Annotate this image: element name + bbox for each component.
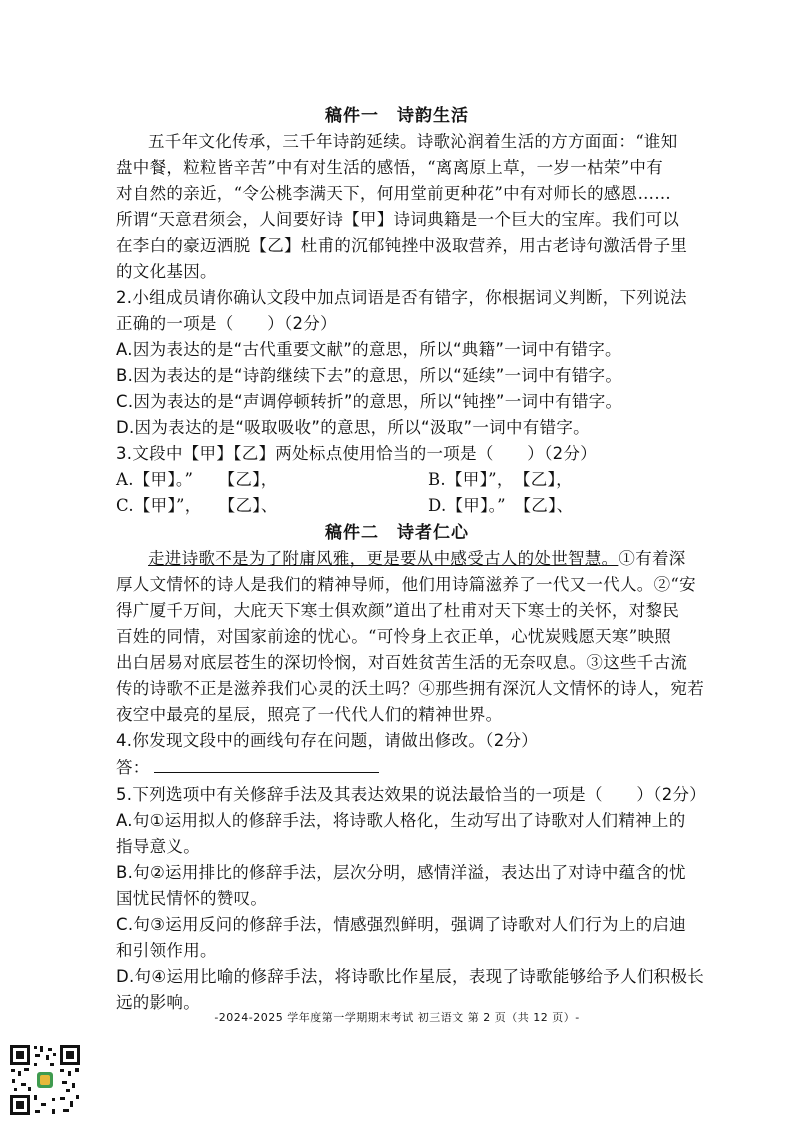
passage-line: 传的诗歌不正是滋养我们心灵的沃土吗？④那些拥有深沉人文情怀的诗人，宛若 bbox=[116, 679, 704, 698]
q5-option-b: B.句②运用排比的修辞手法，层次分明，感情洋溢，表达出了对诗中蕴含的忧 bbox=[116, 863, 686, 882]
q2-option-b: B.因为表达的是“诗韵继续下去”的意思，所以“延续”一词中有错字。 bbox=[116, 366, 623, 385]
passage-line bbox=[148, 546, 718, 572]
passage-line: 所谓“天意君须会，人间要好诗【甲】诗词典籍是一个巨大的宝库。我们可以 bbox=[116, 210, 680, 229]
q2-option-c: C.因为表达的是“声调停顿转折”的意思，所以“钝挫”一词中有错字。 bbox=[116, 392, 623, 411]
passage-line: 盘中餐，粒粒皆辛苦”中有对生活的感悟，“离离原上草，一岁一枯荣”中有 bbox=[116, 158, 664, 177]
q2-option-d: D.因为表达的是“吸取吸收”的意思，所以“汲取”一词中有错字。 bbox=[116, 418, 590, 437]
passage-line: 得广厦千万间，大庇天下寒士俱欢颜”道出了杜甫对天下寒士的关怀，对黎民 bbox=[116, 601, 680, 620]
q5-option-d-cont: 远的影响。 bbox=[116, 993, 200, 1012]
page-footer: -2024-2025 学年度第一学期期末考试 初三语文 第 2 页（共 12 页）- bbox=[214, 1011, 580, 1024]
answer-blank[interactable] bbox=[154, 754, 379, 773]
q3-stem: 3.文段中【甲】【乙】两处标点使用恰当的一项是（ ）（2分） bbox=[116, 444, 598, 463]
passage-line: 对自然的亲近，“令公桃李满天下，何用堂前更种花”中有对师长的感恩…… bbox=[116, 184, 672, 203]
q4-answer bbox=[116, 754, 716, 781]
q5-option-c: C.句③运用反问的修辞手法，情感强烈鲜明，强调了诗歌对人们行为上的启迪 bbox=[116, 915, 687, 934]
passage-text: ①有着深 bbox=[618, 549, 686, 568]
q5-option-a: A.句①运用拟人的修辞手法，将诗歌人格化，生动写出了诗歌对人们精神上的 bbox=[116, 811, 686, 830]
q5-option-d: D.句④运用比喻的修辞手法，将诗歌比作星辰，表现了诗歌能够给予人们积极长 bbox=[116, 967, 705, 986]
draft1-title: 稿件一 诗韵生活 bbox=[325, 106, 469, 126]
q5-stem: 5.下列选项中有关修辞手法及其表达效果的说法最恰当的一项是（ ）（2分） bbox=[116, 785, 707, 804]
q2-stem: 2.小组成员请你确认文段中加点词语是否有错字，你根据词义判断，下列说法 bbox=[116, 288, 687, 307]
draft2-title: 稿件二 诗者仁心 bbox=[325, 523, 469, 543]
answer-label: 答： bbox=[116, 758, 150, 777]
q3-option-a: A.【甲】。” 【乙】， bbox=[116, 470, 278, 489]
passage-line: 在李白的豪迈洒脱【乙】杜甫的沉郁钝挫中汲取营养，用古老诗句激活骨子里 bbox=[116, 236, 688, 255]
passage-line: 出白居易对底层苍生的深切怜悯，对百姓贫苦生活的无奈叹息。③这些千古流 bbox=[116, 653, 688, 672]
passage-line: 五千年文化传承，三千年诗韵延续。诗歌沁润着生活的方方面面：“谁知 bbox=[148, 132, 678, 151]
q4-stem: 4.你发现文段中的画线句存在问题，请做出修改。（2分） bbox=[116, 731, 539, 750]
passage-line: 厚人文情怀的诗人是我们的精神导师，他们用诗篇滋养了一代又一代人。②“安 bbox=[116, 575, 696, 594]
q3-option-c: C.【甲】”， 【乙】、 bbox=[116, 496, 278, 515]
q5-option-b-cont: 国忧民情怀的赞叹。 bbox=[116, 889, 268, 908]
q3-option-b: B.【甲】”， 【乙】， bbox=[428, 470, 573, 489]
underlined-sentence: 走进诗歌不是为了附庸风雅，更是要从中感受古人的处世智慧。 bbox=[148, 549, 619, 568]
q5-option-c-cont: 和引领作用。 bbox=[116, 941, 217, 960]
qr-code-icon bbox=[8, 1043, 82, 1117]
q2-option-a: A.因为表达的是“古代重要文献”的意思，所以“典籍”一词中有错字。 bbox=[116, 340, 622, 359]
passage-line: 夜空中最亮的星辰，照亮了一代代人们的精神世界。 bbox=[116, 705, 503, 724]
q5-option-a-cont: 指导意义。 bbox=[116, 837, 200, 856]
passage-line: 百姓的同情，对国家前途的忧心。“可怜身上衣正单，心忧炭贱愿天寒”映照 bbox=[116, 627, 672, 646]
q3-option-d: D.【甲】。” 【乙】、 bbox=[428, 496, 574, 515]
passage-line: 的文化基因。 bbox=[116, 262, 217, 281]
q2-stem: 正确的一项是（ ）（2分） bbox=[116, 314, 337, 333]
